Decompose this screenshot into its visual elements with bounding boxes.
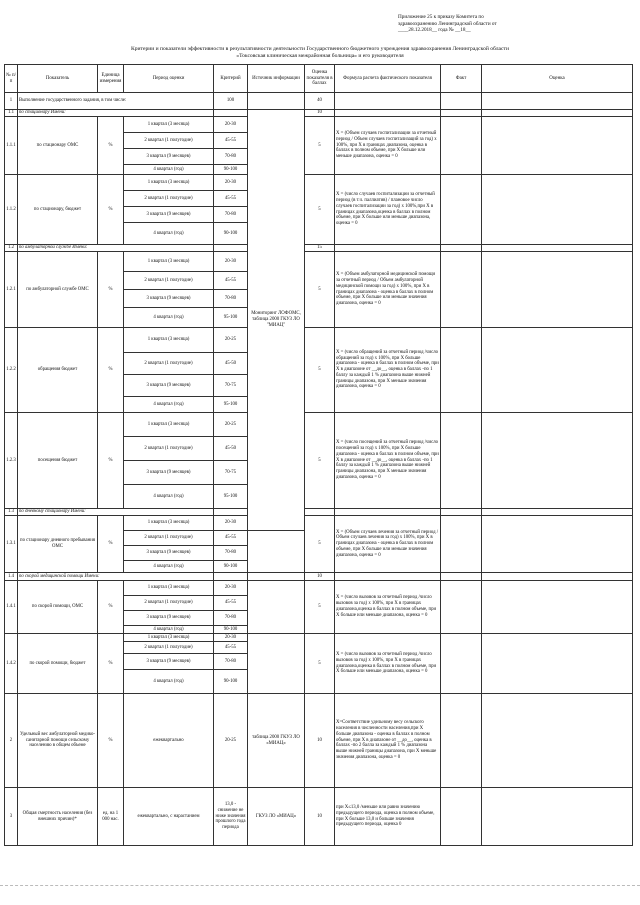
table-cell — [482, 328, 633, 413]
score: 10 — [305, 788, 335, 846]
table-cell — [482, 509, 633, 516]
period: 3 квартал (9 месяцев) — [124, 461, 214, 485]
criterion: 20-30 — [214, 581, 248, 596]
title-line: «Токсовская клиническая межрайонная больница» и его руководителя — [236, 53, 404, 59]
unit: % — [98, 175, 124, 245]
indicator-name: посещения бюджет — [18, 413, 98, 509]
indicator-name: по скорой помощи, бюджет — [18, 634, 98, 694]
criterion: 45-55 — [214, 191, 248, 207]
formula: Х = (Объем случаев лечения за отчетный период / Объем случаев лечения за год) х 100%, при Х в границах диапазона - оценка в баллах в полном объеме, при Х больше или меньше значения диапазона, оценка = 0 — [335, 516, 441, 573]
unit: ед. на 1 000 нас. — [98, 788, 124, 846]
formula: Х = (число вызовов за отчетный период /число вызовов за год) х 100%, при Х в границах диапазона,оценка в баллах в полном объеме, при Х больше или меньше диапазона, оценка = 0 — [335, 634, 441, 694]
table-row — [5, 413, 633, 437]
col-header: № п/п — [5, 65, 18, 93]
criterion: 95-100 — [214, 397, 248, 413]
table-cell — [482, 516, 633, 573]
row-number: 1.4.2 — [5, 634, 18, 694]
criterion: 45-50 — [214, 353, 248, 375]
table-row — [5, 573, 633, 581]
criterion: 95-100 — [214, 485, 248, 509]
period: 1 квартал (3 месяца) — [124, 252, 214, 272]
period: 1 квартал (3 месяца) — [124, 581, 214, 596]
indicator-name: обращения бюджет — [18, 328, 98, 413]
criterion: 70-80 — [214, 611, 248, 626]
table-cell — [482, 175, 633, 245]
score: 10 — [305, 694, 335, 788]
criterion: 20-25 — [214, 694, 248, 788]
criterion: 20-25 — [214, 413, 248, 437]
indicator-name: по дневному стационару Имени: — [18, 509, 214, 516]
period: 4 квартал (год) — [124, 670, 214, 694]
table-cell — [441, 509, 482, 516]
col-header: Формула расчета фактического показателя — [335, 65, 441, 93]
indicator-name: по скорой помощи, ОМС — [18, 581, 98, 634]
unit: % — [98, 634, 124, 694]
col-header: Источник информации — [248, 65, 305, 93]
criterion: 20-30 — [214, 175, 248, 191]
period: 3 квартал (9 месяцев) — [124, 290, 214, 308]
table-cell — [482, 117, 633, 175]
period: 4 квартал (год) — [124, 397, 214, 413]
row-number: 1.4 — [5, 573, 18, 581]
row-number: 1.4.1 — [5, 581, 18, 634]
table-cell — [248, 634, 305, 694]
criterion: 45-55 — [214, 642, 248, 654]
title-line: Критерии и показатели эффективности в результативности деятельности Государственного бюджетного учреждения здравоохранения Ленинградской области — [131, 46, 509, 52]
row-number: 1.2.1 — [5, 252, 18, 328]
col-header: Период оценки — [124, 65, 214, 93]
period: 3 квартал (9 месяцев) — [124, 546, 214, 561]
criterion: 90-100 — [214, 561, 248, 573]
indicator-name: Выполнение государственного задания, в том числе: — [18, 93, 214, 110]
formula: Х = (число случаев госпитализации за отчетный период (в т.ч. паллиатив) / плановое число случаев госпитализации за год) х 100%,при Х в границах диапазона,оценка в баллах в полном объеме, при Х больше или меньше диапазона, оценка = 0 — [335, 175, 441, 245]
table-cell — [441, 175, 482, 245]
table-cell — [214, 245, 248, 252]
table-cell — [248, 573, 305, 581]
period: 3 квартал (9 месяцев) — [124, 207, 214, 223]
period: 4 квартал (год) — [124, 561, 214, 573]
table-cell — [482, 110, 633, 117]
unit: % — [98, 413, 124, 509]
period: 1 квартал (3 месяца) — [124, 117, 214, 133]
table-cell — [441, 328, 482, 413]
table-cell — [482, 413, 633, 509]
criterion: 20-30 — [214, 117, 248, 133]
period: 2 квартал (1 полугодие) — [124, 353, 214, 375]
criterion: 70-80 — [214, 149, 248, 165]
row-number: 1 — [5, 93, 18, 110]
row-number: 1.1 — [5, 110, 18, 117]
table-cell — [441, 573, 482, 581]
table-cell — [214, 573, 248, 581]
table-row — [5, 117, 633, 133]
indicator-name: по стационару ОМС — [18, 117, 98, 175]
col-header: Единица измерения — [98, 65, 124, 93]
indicator-name: Общая смертность населения (без внешних причин)* — [18, 788, 98, 846]
indicator-name: по стационару, бюджет — [18, 175, 98, 245]
criterion: 90-100 — [214, 670, 248, 694]
period: 3 квартал (9 месяцев) — [124, 149, 214, 165]
appendix-line: здравоохранению Ленинградской области от — [398, 20, 497, 27]
table-cell — [441, 117, 482, 175]
table-cell — [441, 694, 482, 788]
formula: Х = (число вызовов за отчетный период /число вызовов за год) х 100%, при Х в границах диапазона,оценка в баллах в полном объеме, при Х больше или меньше диапазона, оценка = 0 — [335, 581, 441, 634]
table-row — [5, 516, 633, 531]
indicator-name: по скорой медицинской помощи Имени: — [18, 573, 214, 581]
table-cell — [441, 788, 482, 846]
table-row — [5, 788, 633, 846]
table-cell — [441, 93, 482, 110]
period: 4 квартал (год) — [124, 626, 214, 634]
period: 4 квартал (год) — [124, 485, 214, 509]
period: 2 квартал (1 полугодие) — [124, 642, 214, 654]
source: таблица 2000 ГКУЗ ЛО «МИАЦ» — [248, 694, 305, 788]
period: 1 квартал (3 месяца) — [124, 328, 214, 353]
score: 10 — [305, 110, 335, 117]
score: 5 — [305, 328, 335, 413]
row-number: 1.2 — [5, 245, 18, 252]
period: ежеквартально, с нарастанием — [124, 788, 214, 846]
table-row — [5, 110, 633, 117]
table-row — [5, 328, 633, 353]
criterion: 70-80 — [214, 654, 248, 670]
score: 5 — [305, 252, 335, 328]
row-number: 1.3.1 — [5, 516, 18, 573]
table-header-row — [5, 65, 633, 93]
period: 1 квартал (3 месяца) — [124, 634, 214, 642]
table-cell — [335, 110, 441, 117]
score: 5 — [305, 175, 335, 245]
criterion: 70-80 — [214, 207, 248, 223]
criterion: 70-75 — [214, 375, 248, 397]
row-number: 1.1.2 — [5, 175, 18, 245]
table-row — [5, 252, 633, 272]
table-cell — [214, 110, 248, 117]
table-cell — [482, 252, 633, 328]
row-number: 1.2.2 — [5, 328, 18, 413]
table-cell — [335, 245, 441, 252]
col-header: Показатель — [18, 65, 98, 93]
criterion: 70-80 — [214, 546, 248, 561]
score: 5 — [305, 516, 335, 573]
table-cell — [441, 516, 482, 573]
table-cell — [482, 93, 633, 110]
table-cell — [482, 788, 633, 846]
table-row — [5, 694, 633, 788]
col-header: Факт — [441, 65, 482, 93]
period: 2 квартал (1 полугодие) — [124, 272, 214, 290]
period: 2 квартал (1 полугодие) — [124, 133, 214, 149]
col-header: Оценка показателя в баллах — [305, 65, 335, 93]
criterion: 20-30 — [214, 634, 248, 642]
appendix-header — [398, 14, 618, 34]
period: ежеквартально — [124, 694, 214, 788]
table-cell — [441, 110, 482, 117]
table-cell — [482, 634, 633, 694]
criterion: 70-80 — [214, 290, 248, 308]
criterion: 45-55 — [214, 133, 248, 149]
period: 2 квартал (1 полугодие) — [124, 531, 214, 546]
document-title — [60, 46, 580, 60]
criterion: 45-50 — [214, 437, 248, 461]
criterion: 90-100 — [214, 626, 248, 634]
col-header: Критерий — [214, 65, 248, 93]
criterion: 20-25 — [214, 328, 248, 353]
criterion: 95-100 — [214, 308, 248, 328]
table-row — [5, 175, 633, 191]
criterion: 45-55 — [214, 531, 248, 546]
appendix-line: Приложение 25 к приказу Комитета по — [398, 14, 484, 20]
table-cell — [335, 93, 441, 110]
page-footer-line — [0, 885, 640, 887]
score: 10 — [305, 573, 335, 581]
score: 5 — [305, 581, 335, 634]
table-cell — [441, 581, 482, 634]
criterion: 45-55 — [214, 596, 248, 611]
table-cell — [305, 509, 335, 516]
criterion: 20-30 — [214, 252, 248, 272]
indicator-name: Удельный вес амбулаторной медико-санитарной помощи сельскому населению в общем объеме — [18, 694, 98, 788]
appendix-line: ____28.12.2018__ года № __18__ — [398, 27, 471, 34]
table-row — [5, 93, 633, 110]
indicator-name: по стационару дневного пребывания ОМС — [18, 516, 98, 573]
score: 15 — [305, 245, 335, 252]
table-cell — [441, 413, 482, 509]
period: 3 квартал (9 месяцев) — [124, 611, 214, 626]
period: 1 квартал (3 месяца) — [124, 413, 214, 437]
period: 2 квартал (1 полугодие) — [124, 437, 214, 461]
row-number: 1.3 — [5, 509, 18, 516]
unit: % — [98, 694, 124, 788]
score: 5 — [305, 413, 335, 509]
period: 2 квартал (1 полугодие) — [124, 191, 214, 207]
table-cell — [482, 581, 633, 634]
col-header: Оценка — [482, 65, 633, 93]
unit: % — [98, 252, 124, 328]
formula: Х = (число посещений за отчетный период /число посещений за год) х 100%, при Х больше диапазона - оценка в баллах в полном объеме, при Х в диапазоне от __до__, оценка в баллах -по 1 баллу за каждый 1 % диапазона выше нижней границы диапазона, при Х меньше значения диапазона, оценка = 0 — [335, 413, 441, 509]
criterion: 13,0 - снижение не ниже значения прошлого года периода — [214, 788, 248, 846]
formula: Х=Соответствие удельному весу сельского населения в численности населения,при Х больше диапазона - оценка в баллах в полном объеме, при Х в диапазоне от __до__, оценка в баллах -по 2 балла за каждый 1 % диапазона выше нижней границы диапазона, при Х меньше значения диапазона, оценка = 0 — [335, 694, 441, 788]
unit: % — [98, 516, 124, 573]
formula: Х = (Объем амбулаторной медицинской помощи за отчетный период / Объем амбулаторной медицинской помощи за год) х 100%, при Х в границах диапазона - оценка в баллах в полном объеме, при Х больше или меньше значения диапазона, оценка = 0 — [335, 252, 441, 328]
table-cell — [441, 245, 482, 252]
table-cell — [482, 245, 633, 252]
criterion: 70-75 — [214, 461, 248, 485]
criterion: 90-100 — [214, 165, 248, 175]
table-cell — [335, 573, 441, 581]
table-cell — [482, 573, 633, 581]
criterion: 90-100 — [214, 223, 248, 245]
formula: Х = (Объем случаев госпитализации за отчетный период / Объем случаев госпитализаций за год) х 100%, при Х в границах диапазона, оценка в баллах в полном объеме, при Х больше или меньше диапазона, оценка = 0 — [335, 117, 441, 175]
indicator-name: по амбулаторной службе Имени: — [18, 245, 214, 252]
period: 1 квартал (3 месяца) — [124, 175, 214, 191]
criterion: 45-55 — [214, 272, 248, 290]
table-row — [5, 581, 633, 596]
criterion: 20-30 — [214, 516, 248, 531]
row-number: 1.1.1 — [5, 117, 18, 175]
period: 3 квартал (9 месяцев) — [124, 654, 214, 670]
formula: при Х≤13,0 /меньше или равно значению предыдущего периода, оценка в полном объеме, при Х больше 13,0 и больше значения предыдущего периода, оценка 0 — [335, 788, 441, 846]
table-cell — [335, 509, 441, 516]
table-cell — [214, 509, 248, 516]
row-number: 2 — [5, 694, 18, 788]
table-row — [5, 634, 633, 642]
period: 2 квартал (1 полугодие) — [124, 596, 214, 611]
period: 4 квартал (год) — [124, 165, 214, 175]
indicator-name: по стационару Имени: — [18, 110, 214, 117]
table-cell — [441, 634, 482, 694]
unit: % — [98, 328, 124, 413]
criterion: 100 — [214, 93, 248, 110]
score: 5 — [305, 117, 335, 175]
table-cell — [482, 694, 633, 788]
period: 1 квартал (3 месяца) — [124, 516, 214, 531]
formula: Х = (число обращений за отчетный период /число обращений за год) х 100%, при Х больше диапазона - оценка в баллах в полном объеме, при Х в диапазоне от __до__, оценка в баллах -по 1 баллу за каждый 1 % диапазона выше нижней границы диапазона, при Х меньше значения диапазона, оценка = 0 — [335, 328, 441, 413]
criteria-table — [4, 64, 633, 846]
source-merged: Мониторинг ЛОФОМС, таблица 2000 ГКУЗ ЛО "МИАЦ" — [248, 110, 305, 531]
row-number: 3 — [5, 788, 18, 846]
source: ГКУЗ ЛО «МИАЦ» — [248, 788, 305, 846]
score: 40 — [305, 93, 335, 110]
period: 4 квартал (год) — [124, 223, 214, 245]
table-row — [5, 509, 633, 516]
row-number: 1.2.3 — [5, 413, 18, 509]
table-cell — [248, 581, 305, 634]
table-row — [5, 245, 633, 252]
score: 5 — [305, 634, 335, 694]
table-cell — [441, 252, 482, 328]
indicator-name: по амбулаторной службе ОМС — [18, 252, 98, 328]
unit: % — [98, 117, 124, 175]
period: 3 квартал (9 месяцев) — [124, 375, 214, 397]
period: 4 квартал (год) — [124, 308, 214, 328]
source — [248, 93, 305, 110]
unit: % — [98, 581, 124, 634]
